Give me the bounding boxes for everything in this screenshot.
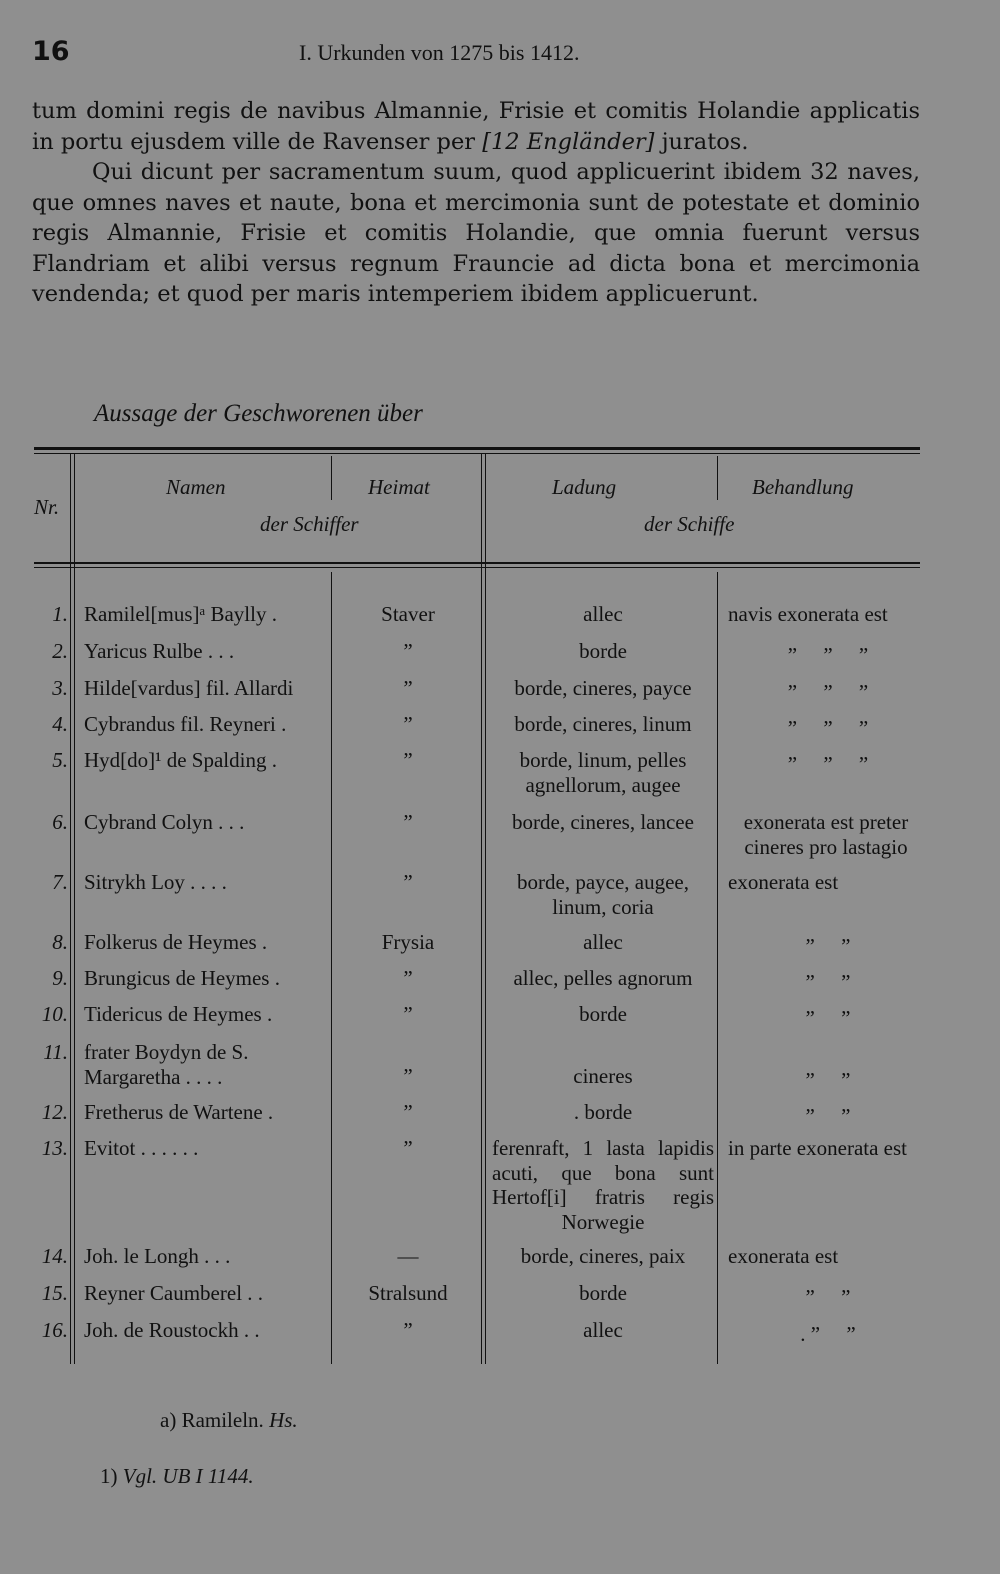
row-16-treatment: . ” ” (800, 1322, 856, 1346)
row-5-nr: 5. (52, 748, 68, 772)
row-12-treatment: ” ” (805, 1104, 851, 1128)
row-10-home: ” (403, 1002, 413, 1026)
row-10-treatment: ” ” (805, 1006, 851, 1030)
row-7-cargo: borde, payce, augee, linum, coria (517, 870, 689, 919)
row-13-nr: 13. (41, 1136, 68, 1160)
row-11-cargo: cineres (573, 1064, 633, 1088)
row-15-treatment: ” ” (805, 1285, 851, 1309)
row-7-name: Sitrykh Loy . . . . (84, 870, 227, 894)
col-header-nr: Nr. (34, 495, 60, 519)
row-10-cargo: borde (579, 1002, 627, 1026)
row-13-home: ” (403, 1136, 413, 1160)
row-2-name: Yaricus Rulbe . . . (84, 639, 235, 663)
row-11-name: frater Boydyn de S. Margaretha . . . . (84, 1040, 249, 1089)
row-4-treatment: ” ” ” (787, 716, 869, 740)
paragraph-1 (32, 96, 920, 157)
row-16-nr: 16. (41, 1318, 68, 1342)
table-heading: Aussage der Geschworenen über (94, 400, 423, 427)
row-9-home: ” (403, 966, 413, 990)
col-divider-mid (481, 454, 482, 1364)
row-14-name: Joh. le Longh . . . (84, 1244, 231, 1268)
row-11-nr: 11. (43, 1040, 68, 1064)
row-5-home: ” (403, 748, 413, 772)
row-9-name: Brungicus de Heymes . (84, 966, 280, 990)
row-1-nr: 1. (52, 602, 68, 626)
row-12-name: Fretherus de Wartene . (84, 1100, 274, 1124)
row-10-nr: 10. (41, 1002, 68, 1026)
row-12-cargo: . borde (573, 1100, 633, 1124)
paragraph-1-text: tum domini regis de navibus Almannie, Frisie et comitis Holandie applicatis in portu ejusdem ville de Ravenser per (32, 98, 920, 155)
row-9-nr: 9. (52, 966, 68, 990)
row-14-treatment: exonerata est (728, 1244, 839, 1268)
header-bottom-rule-2 (34, 567, 920, 568)
top-rule-thick (34, 447, 920, 450)
row-13-name: Evitot . . . . . . (84, 1136, 199, 1160)
row-1-name: Ramilel[mus]ᵃ Baylly . (84, 602, 277, 626)
row-7-nr: 7. (52, 870, 68, 894)
row-11-treatment: ” ” (805, 1068, 851, 1092)
row-13-cargo: ferenraft, 1 lasta lapidis acuti, que bona sunt Hertof[i] fratris regis Norwegie (492, 1136, 714, 1234)
row-1-treatment: navis exonerata est (728, 602, 888, 626)
row-15-nr: 15. (41, 1281, 68, 1305)
row-9-treatment: ” ” (805, 970, 851, 994)
col-divider-treat-head (717, 456, 718, 500)
body-text (32, 96, 920, 310)
page-number: 16 (32, 36, 70, 67)
row-8-nr: 8. (52, 930, 68, 954)
row-9-cargo: allec, pelles agnorum (513, 966, 693, 990)
row-8-home: Frysia (381, 930, 435, 954)
row-16-cargo: allec (583, 1318, 623, 1342)
row-2-nr: 2. (52, 639, 68, 663)
row-4-home: ” (403, 712, 413, 736)
col-divider-nr-2 (74, 454, 75, 1364)
row-3-name: Hilde[vardus] fil. Allardi (84, 676, 294, 700)
row-1-cargo: allec (583, 602, 623, 626)
row-6-treatment: exonerata est preter cineres pro lastagio (743, 810, 909, 859)
row-2-treatment: ” ” ” (787, 643, 869, 667)
row-6-nr: 6. (52, 810, 68, 834)
row-7-home: ” (403, 870, 413, 894)
row-6-name: Cybrand Colyn . . . (84, 810, 245, 834)
footnote-a-italic: Hs. (269, 1408, 298, 1432)
row-16-name: Joh. de Roustockh . . (84, 1318, 260, 1342)
col-divider-mid-2 (485, 454, 486, 1364)
col-divider-treat (717, 572, 718, 1364)
header-bottom-rule (34, 562, 920, 564)
paragraph-2: Qui dicunt per sacramentum suum, quod applicuerint ibidem 32 naves, que omnes naves et naute, bona et mercimonia sunt de potestate et dominio regis Almannie, Frisie et comitis Holandie, que omnia fuerunt versus Flandriam et alibi versus regnum Frauncie ad dicta bona et mercimonia vendenda; et quod per maris intemperiem ibidem applicuerunt. (32, 159, 920, 307)
col-divider-nr (70, 454, 71, 1364)
row-2-cargo: borde (579, 639, 627, 663)
row-4-nr: 4. (52, 712, 68, 736)
row-8-cargo: allec (583, 930, 623, 954)
col-header-heimat: Heimat (368, 475, 430, 499)
row-5-cargo: borde, linum, pelles agnellorum, augee (519, 748, 687, 797)
row-15-name: Reyner Caumberel . . (84, 1281, 264, 1305)
row-5-treatment: ” ” ” (787, 752, 869, 776)
row-3-nr: 3. (52, 676, 68, 700)
row-3-home: ” (403, 676, 413, 700)
row-14-home: — (397, 1244, 419, 1268)
footnote-1 (100, 1464, 254, 1489)
row-4-name: Cybrandus fil. Reyneri . (84, 712, 287, 736)
row-6-cargo: borde, cineres, lancee (512, 810, 694, 834)
row-10-name: Tidericus de Heymes . (84, 1002, 273, 1026)
footnote-1-italic: Vgl. UB I 1144. (122, 1464, 254, 1488)
col-divider-home-head (331, 456, 332, 500)
footnote-a (160, 1408, 298, 1433)
row-12-nr: 12. (41, 1100, 68, 1124)
col-header-behandlung: Behandlung (752, 475, 854, 499)
row-8-name: Folkerus de Heymes . (84, 930, 268, 954)
paragraph-1-italic: [12 Engländer] (482, 128, 655, 155)
row-3-cargo: borde, cineres, payce (514, 676, 692, 700)
col-header-der-schiffer: der Schiffer (260, 512, 359, 536)
row-16-home: ” (403, 1318, 413, 1342)
row-11-home: ” (403, 1064, 413, 1088)
row-1-home: Staver (381, 602, 435, 626)
row-12-home: ” (403, 1100, 413, 1124)
col-header-ladung: Ladung (552, 475, 617, 499)
footnote-a-text: a) Ramileln. (160, 1408, 270, 1432)
row-14-cargo: borde, cineres, paix (520, 1244, 686, 1268)
row-3-treatment: ” ” ” (787, 680, 869, 704)
col-header-der-schiffe: der Schiffe (644, 512, 735, 536)
col-header-namen: Namen (166, 475, 226, 499)
paragraph-1-end: juratos. (654, 128, 749, 155)
row-6-home: ” (403, 810, 413, 834)
row-13-treatment: in parte exonerata est (728, 1136, 907, 1160)
row-4-cargo: borde, cineres, linum (514, 712, 692, 736)
footnote-1-text: 1) (100, 1464, 123, 1488)
page-header (32, 36, 920, 70)
row-2-home: ” (403, 639, 413, 663)
row-14-nr: 14. (41, 1244, 68, 1268)
top-rule-thin (34, 453, 920, 454)
row-8-treatment: ” ” (805, 934, 851, 958)
row-7-treatment: exonerata est (728, 870, 839, 894)
running-title: I. Urkunden von 1275 bis 1412. (299, 40, 580, 65)
row-5-name: Hyd[do]¹ de Spalding . (84, 748, 277, 772)
row-15-cargo: borde (579, 1281, 627, 1305)
row-15-home: Stralsund (368, 1281, 448, 1305)
